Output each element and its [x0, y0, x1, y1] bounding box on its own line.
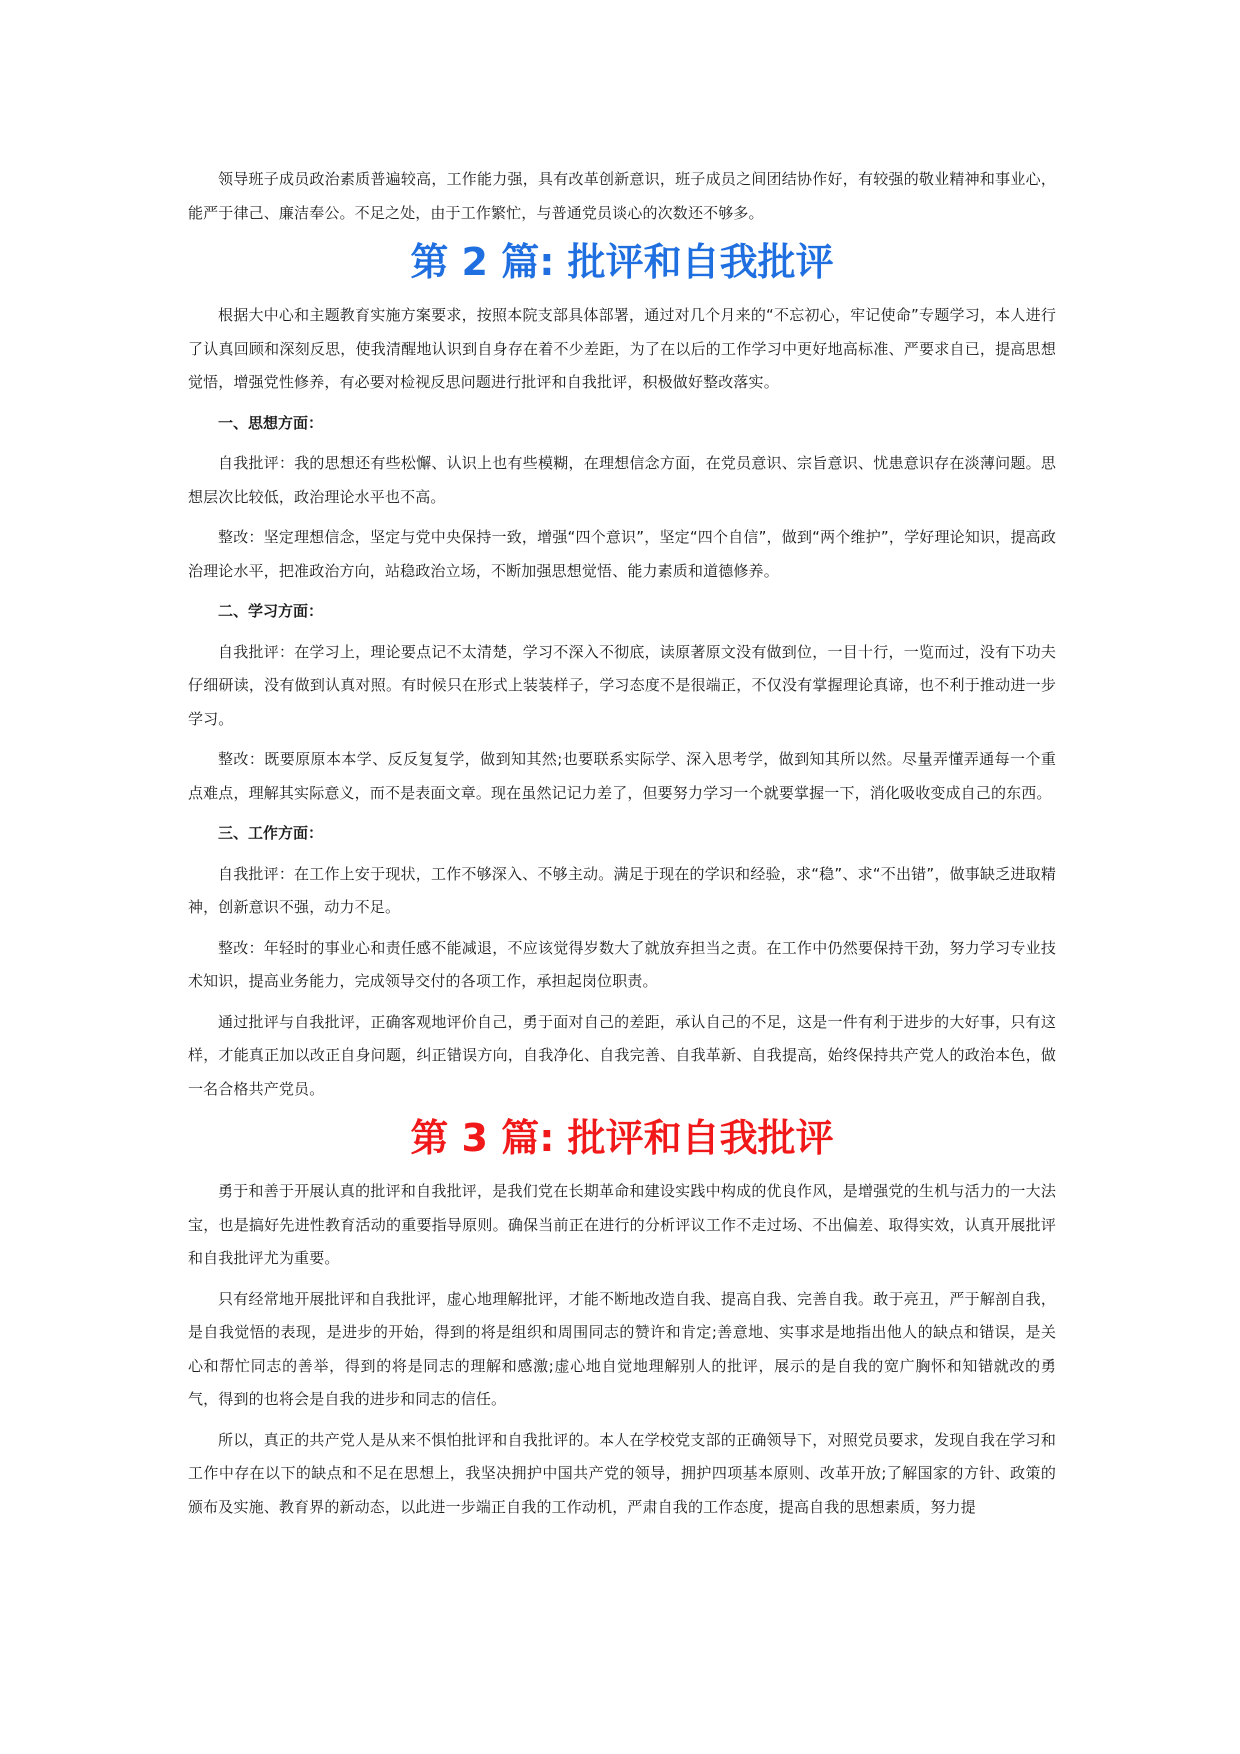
- subsection-heading-work: 三、工作方面：: [218, 824, 324, 842]
- document-page: [188, 163, 1056, 1531]
- section-3-title: 第 3 篇: 批评和自我批评: [410, 1116, 834, 1160]
- work-rectify: 整改：年轻时的事业心和责任感不能减退，不应该觉得岁数大了就放弃担当之责。在工作中仍然要保持干劲，努力学习专业技术知识，提高业务能力，完成领导交付的各项工作，承担起岗位职责。: [188, 938, 1056, 990]
- intro-paragraph: 领导班子成员政治素质普遍较高，工作能力强，具有改革创新意识，班子成员之间团结协作好，有较强的敬业精神和事业心，能严于律己、廉洁奉公。不足之处，由于工作繁忙，与普通党员谈心的次数还不够多。: [188, 170, 1056, 222]
- study-critique: 自我批评：在学习上，理论要点记不太清楚，学习不深入不彻底，读原著原文没有做到位，一目十行，一览而过，没有下功夫仔细研读，没有做到认真对照。有时候只在形式上装装样子，学习态度不是很端正，不仅没有掌握理论真谛，也不利于推动进一步学习。: [188, 642, 1056, 728]
- section-3-paragraph-2: 只有经常地开展批评和自我批评，虚心地理解批评，才能不断地改造自我、提高自我、完善自我。敢于亮丑，严于解剖自我，是自我觉悟的表现，是进步的开始，得到的将是组织和周围同志的赞许和肯定;善意地、实事求是地指出他人的缺点和错误，是关心和帮忙同志的善举，得到的将是同志的理解和感激;虚心地自觉地理解别人的批评，展示的是自我的宽广胸怀和知错就改的勇气，得到的也将会是自我的进步和同志的信任。: [188, 1289, 1056, 1408]
- section-3-paragraph-3: 所以，真正的共产党人是从来不惧怕批评和自我批评的。本人在学校党支部的正确领导下，对照党员要求，发现自我在学习和工作中存在以下的缺点和不足在思想上，我坚决拥护中国共产党的领导，拥护四项基本原则、改革开放;了解国家的方针、政策的颁布及实施、教育界的新动态，以此进一步端正自我的工作动机，严肃自我的工作态度，提高自我的思想素质，努力提: [188, 1430, 1056, 1516]
- subsection-heading-thought: 一、思想方面：: [218, 413, 324, 432]
- section-3-paragraph-1: 勇于和善于开展认真的批评和自我批评，是我们党在长期革命和建设实践中构成的优良作风，是增强党的生机与活力的一大法宝，也是搞好先进性教育活动的重要指导原则。确保当前正在进行的分析评议工作不走过场、不出偏差、取得实效，认真开展批评和自我批评尤为重要。: [188, 1182, 1056, 1267]
- section-2-intro: 根据大中心和主题教育实施方案要求，按照本院支部具体部署，通过对几个月来的“不忘初心，牢记使命”专题学习，本人进行了认真回顾和深刻反思，使我清醒地认识到自身存在着不少差距，为了在以后的工作学习中更好地高标准、严要求自已，提高思想觉悟，增强党性修养，有必要对检视反思问题进行批评和自我批评，积极做好整改落实。: [188, 306, 1056, 391]
- study-rectify: 整改：既要原原本本学、反反复复学，做到知其然;也要联系实际学、深入思考学，做到知其所以然。尽量弄懂弄通每一个重点难点，理解其实际意义，而不是表面文章。现在虽然记记力差了，但要努力学习一个就要掌握一下，消化吸收变成自己的东西。: [188, 750, 1056, 802]
- thought-critique: 自我批评：我的思想还有些松懈、认识上也有些模糊，在理想信念方面，在党员意识、宗旨意识、忧患意识存在淡薄问题。思想层次比较低，政治理论水平也不高。: [188, 454, 1056, 506]
- section-2-conclusion: 通过批评与自我批评，正确客观地评价自己，勇于面对自己的差距，承认自己的不足，这是一件有利于进步的大好事，只有这样，才能真正加以改正自身问题，纠正错误方向，自我净化、自我完善、自我革新、自我提高，始终保持共产党人的政治本色，做一名合格共产党员。: [188, 1012, 1056, 1098]
- section-2-title: 第 2 篇: 批评和自我批评: [410, 240, 834, 284]
- subsection-heading-study: 二、学习方面：: [218, 602, 324, 620]
- thought-rectify: 整改：坚定理想信念，坚定与党中央保持一致，增强“四个意识”，坚定“四个自信”，做到“两个维护”，学好理论知识，提高政治理论水平，把准政治方向，站稳政治立场，不断加强思想觉悟、能力素质和道德修养。: [188, 528, 1056, 580]
- work-critique: 自我批评：在工作上安于现状，工作不够深入、不够主动。满足于现在的学识和经验，求“稳”、求“不出错”，做事缺乏进取精神，创新意识不强，动力不足。: [188, 864, 1056, 916]
